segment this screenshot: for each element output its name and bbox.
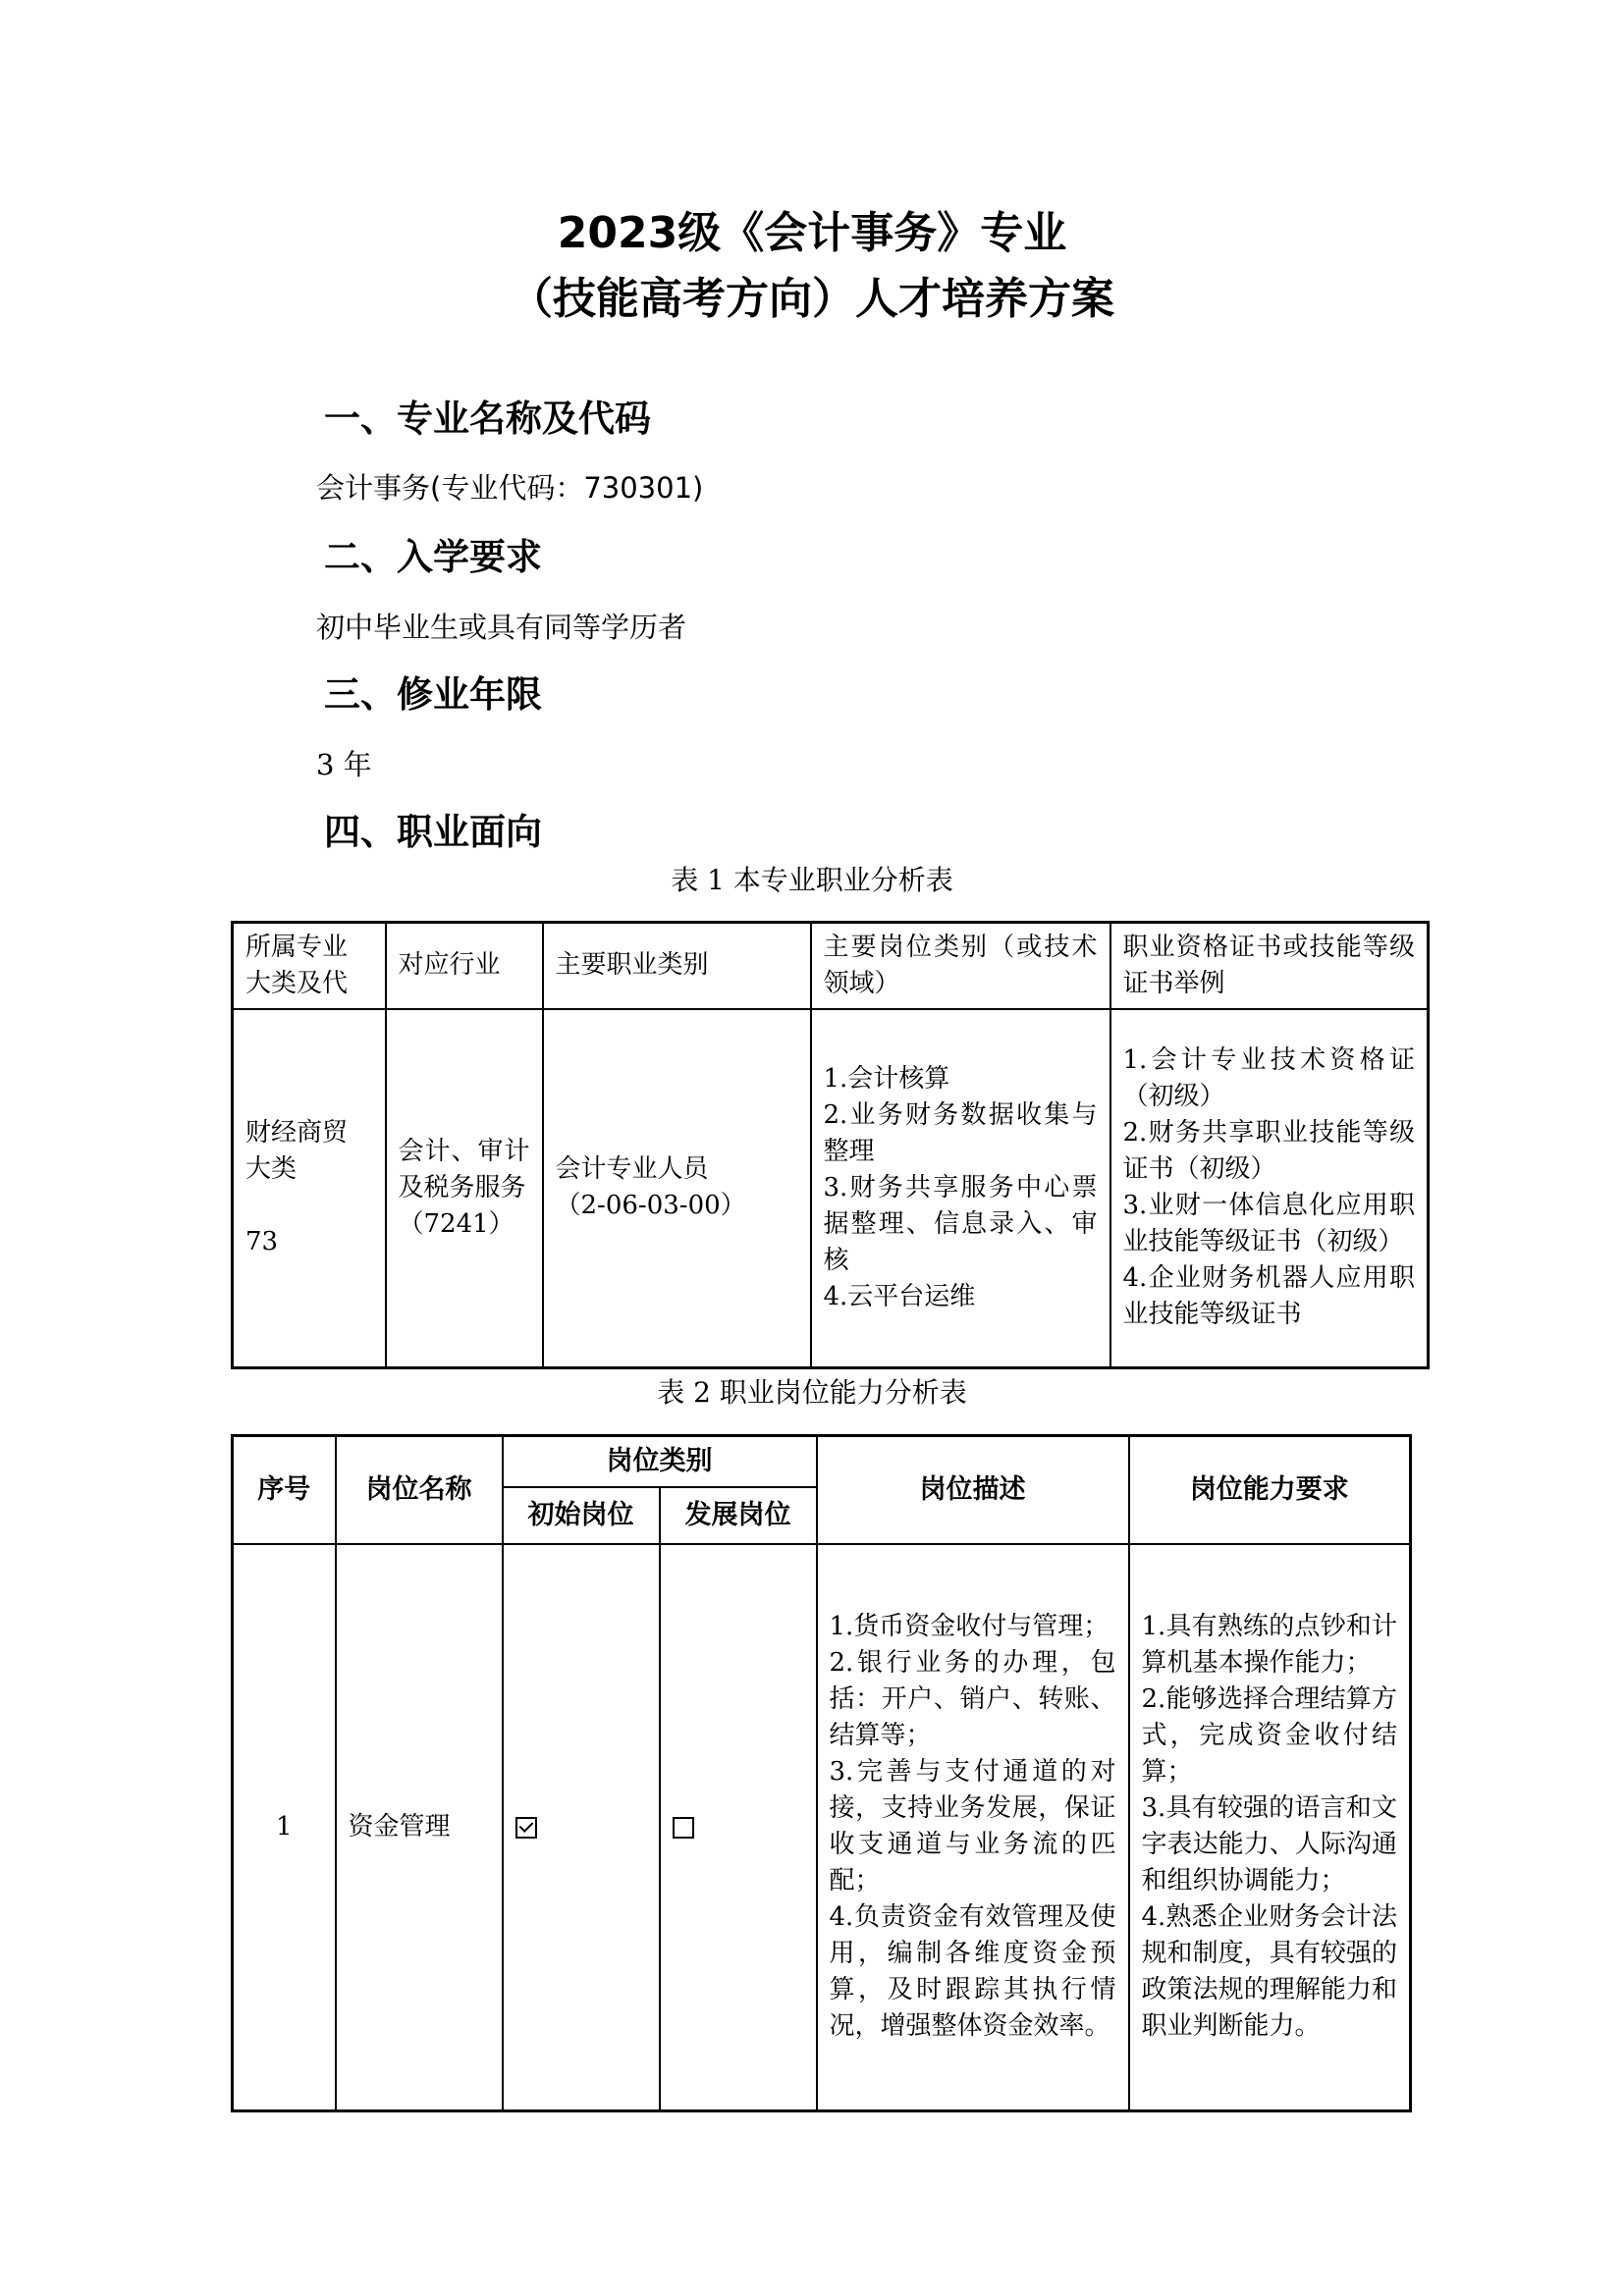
table2-caption: 表 2 职业岗位能力分析表	[657, 1376, 967, 1409]
category-name: 财经商贸大类	[245, 1118, 349, 1185]
table1-header-industry: 对应行业	[386, 923, 543, 1009]
table1-caption: 表 1 本专业职业分析表	[671, 864, 953, 896]
table1-header-row	[233, 923, 1429, 1009]
section-heading-admission: 二、入学要求	[324, 536, 542, 578]
table2-cell-name: 资金管理	[336, 1544, 503, 2111]
industry-code: （7241）	[398, 1208, 514, 1239]
list-item: 1.会计专业技术资格证（初级）	[1122, 1045, 1415, 1112]
industry-name: 会计、审计及税务服务	[398, 1136, 530, 1202]
list-item: 3.完善与支付通道的对接，支持业务发展，保证收支通道与业务流的匹配；	[829, 1757, 1116, 1896]
occupation-code: （2-06-03-00）	[555, 1191, 746, 1221]
list-item: 4.企业财务机器人应用职业技能等级证书	[1122, 1263, 1415, 1330]
table2-cell-description	[817, 1544, 1129, 2111]
table1-cell-industry	[386, 1009, 543, 1368]
development-position-checkbox-icon	[673, 1817, 694, 1839]
table1-header-category: 所属专业大类及代	[233, 923, 386, 1009]
table1-cell-occupation	[543, 1009, 811, 1368]
section-heading-duration: 三、修业年限	[324, 673, 542, 716]
table2-header-requirements: 岗位能力要求	[1129, 1436, 1411, 1544]
table2-header-name: 岗位名称	[336, 1436, 503, 1544]
table1-cell-certificates	[1110, 1009, 1429, 1368]
career-analysis-table	[231, 921, 1430, 1369]
list-item: 4.熟悉企业财务会计法规和制度，具有较强的政策法规的理解能力和职业判断能力。	[1141, 1902, 1397, 2042]
category-code: 73	[245, 1227, 279, 1257]
document-title-line2: （技能高考方向）人才培养方案	[510, 274, 1114, 324]
document-title-line1: 2023级《会计事务》专业	[557, 208, 1067, 258]
initial-position-checkbox-icon	[515, 1817, 537, 1839]
table1-header-positions: 主要岗位类别（或技术领域）	[811, 923, 1110, 1009]
table-row	[233, 1544, 1411, 2111]
table2-cell-seq: 1	[233, 1544, 336, 2111]
table-row	[233, 1009, 1429, 1368]
table1-cell-positions	[811, 1009, 1110, 1368]
section-heading-career: 四、职业面向	[324, 811, 542, 853]
list-item: 4.负责资金有效管理及使用，编制各维度资金预算，及时跟踪其执行情况，增强整体资金效率。	[829, 1902, 1116, 2042]
table2-cell-initial	[503, 1544, 660, 2111]
list-item: 3.财务共享服务中心票据整理、信息录入、审核	[823, 1172, 1098, 1275]
table2-header-category: 岗位类别	[503, 1436, 817, 1487]
table1-header-certificates: 职业资格证书或技能等级证书举例	[1110, 923, 1429, 1009]
table1-header-occupation: 主要职业类别	[543, 923, 811, 1009]
table2-cell-development	[660, 1544, 817, 2111]
table1-cell-category	[233, 1009, 386, 1368]
table2-header-initial: 初始岗位	[503, 1487, 660, 1544]
section-heading-major-name: 一、专业名称及代码	[324, 398, 651, 440]
list-item: 2.银行业务的办理，包括：开户、销户、转账、结算等；	[829, 1648, 1116, 1751]
list-item: 3.具有较强的语言和文字表达能力、人际沟通和组织协调能力；	[1141, 1793, 1397, 1896]
list-item: 1.会计核算	[823, 1063, 950, 1094]
list-item: 1.具有熟练的点钞和计算机基本操作能力；	[1141, 1612, 1397, 1679]
table2-header-seq: 序号	[233, 1436, 336, 1544]
list-item: 2.能够选择合理结算方式，完成资金收付结算；	[1141, 1684, 1397, 1788]
list-item: 3.业财一体信息化应用职业技能等级证书（初级）	[1122, 1191, 1415, 1257]
section-body-admission: 初中毕业生或具有同等学历者	[316, 611, 687, 644]
table2-header-row	[233, 1436, 1411, 1487]
section-body-major-name: 会计事务(专业代码：730301)	[316, 471, 704, 505]
list-item: 2.业务财务数据收集与整理	[823, 1099, 1098, 1166]
table2-cell-requirements	[1129, 1544, 1411, 2111]
position-ability-table	[231, 1434, 1412, 2112]
section-body-duration: 3 年	[316, 748, 372, 781]
list-item: 2.财务共享职业技能等级证书（初级）	[1122, 1118, 1415, 1185]
list-item: 4.云平台运维	[823, 1281, 976, 1311]
table2-header-development: 发展岗位	[660, 1487, 817, 1544]
list-item: 1.货币资金收付与管理；	[829, 1612, 1110, 1642]
occupation-name: 会计专业人员	[555, 1154, 709, 1185]
table2-header-description: 岗位描述	[817, 1436, 1129, 1544]
